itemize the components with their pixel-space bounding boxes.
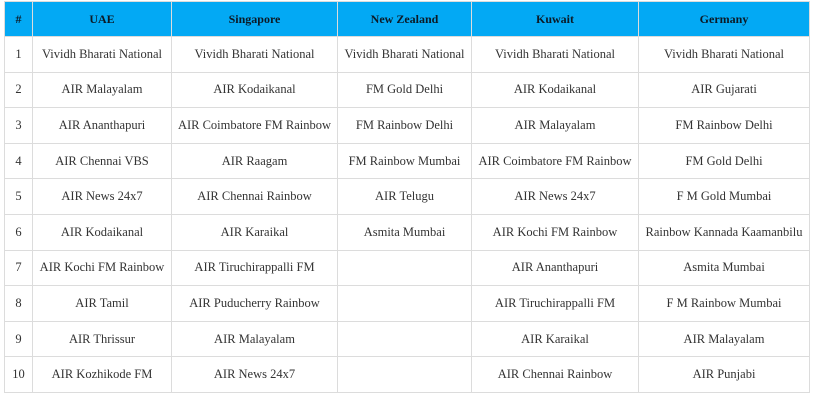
uae-cell: AIR Malayalam: [33, 72, 172, 108]
kuwait-cell: AIR Chennai Rainbow: [472, 357, 639, 393]
new-zealand-cell: [338, 357, 472, 393]
header-kuwait: Kuwait: [472, 2, 639, 37]
table-row: [5, 143, 810, 179]
row-index: 10: [5, 357, 33, 393]
new-zealand-cell: [338, 286, 472, 322]
new-zealand-cell: [338, 250, 472, 286]
table-body: [5, 37, 810, 393]
new-zealand-cell: Vividh Bharati National: [338, 37, 472, 73]
header-row: [5, 2, 810, 37]
singapore-cell: AIR Chennai Rainbow: [172, 179, 338, 215]
kuwait-cell: AIR Karaikal: [472, 321, 639, 357]
singapore-cell: AIR News 24x7: [172, 357, 338, 393]
germany-cell: FM Rainbow Delhi: [639, 108, 810, 144]
singapore-cell: AIR Tiruchirappalli FM: [172, 250, 338, 286]
uae-cell: AIR Kodaikanal: [33, 214, 172, 250]
table-row: [5, 250, 810, 286]
singapore-cell: AIR Karaikal: [172, 214, 338, 250]
kuwait-cell: AIR News 24x7: [472, 179, 639, 215]
germany-cell: F M Rainbow Mumbai: [639, 286, 810, 322]
uae-cell: AIR Kozhikode FM: [33, 357, 172, 393]
germany-cell: Vividh Bharati National: [639, 37, 810, 73]
new-zealand-cell: FM Gold Delhi: [338, 72, 472, 108]
uae-cell: AIR Kochi FM Rainbow: [33, 250, 172, 286]
row-index: 5: [5, 179, 33, 215]
table-row: [5, 286, 810, 322]
singapore-cell: Vividh Bharati National: [172, 37, 338, 73]
kuwait-cell: Vividh Bharati National: [472, 37, 639, 73]
row-index: 7: [5, 250, 33, 286]
header-uae: UAE: [33, 2, 172, 37]
singapore-cell: AIR Puducherry Rainbow: [172, 286, 338, 322]
uae-cell: AIR Chennai VBS: [33, 143, 172, 179]
new-zealand-cell: Asmita Mumbai: [338, 214, 472, 250]
germany-cell: F M Gold Mumbai: [639, 179, 810, 215]
header-singapore: Singapore: [172, 2, 338, 37]
radio-stations-table: [4, 1, 810, 393]
germany-cell: AIR Gujarati: [639, 72, 810, 108]
uae-cell: AIR Tamil: [33, 286, 172, 322]
germany-cell: AIR Malayalam: [639, 321, 810, 357]
row-index: 8: [5, 286, 33, 322]
new-zealand-cell: AIR Telugu: [338, 179, 472, 215]
germany-cell: AIR Punjabi: [639, 357, 810, 393]
kuwait-cell: AIR Ananthapuri: [472, 250, 639, 286]
kuwait-cell: AIR Malayalam: [472, 108, 639, 144]
uae-cell: AIR News 24x7: [33, 179, 172, 215]
singapore-cell: AIR Raagam: [172, 143, 338, 179]
table-row: [5, 108, 810, 144]
uae-cell: AIR Thrissur: [33, 321, 172, 357]
row-index: 9: [5, 321, 33, 357]
table-row: [5, 357, 810, 393]
new-zealand-cell: FM Rainbow Delhi: [338, 108, 472, 144]
kuwait-cell: AIR Kochi FM Rainbow: [472, 214, 639, 250]
table-row: [5, 321, 810, 357]
germany-cell: FM Gold Delhi: [639, 143, 810, 179]
table-row: [5, 37, 810, 73]
kuwait-cell: AIR Kodaikanal: [472, 72, 639, 108]
table-row: [5, 214, 810, 250]
kuwait-cell: AIR Tiruchirappalli FM: [472, 286, 639, 322]
header-index: #: [5, 2, 33, 37]
table-header: [5, 2, 810, 37]
header-new-zealand: New Zealand: [338, 2, 472, 37]
germany-cell: Asmita Mumbai: [639, 250, 810, 286]
uae-cell: AIR Ananthapuri: [33, 108, 172, 144]
row-index: 3: [5, 108, 33, 144]
row-index: 1: [5, 37, 33, 73]
header-germany: Germany: [639, 2, 810, 37]
singapore-cell: AIR Malayalam: [172, 321, 338, 357]
table-row: [5, 72, 810, 108]
new-zealand-cell: [338, 321, 472, 357]
row-index: 4: [5, 143, 33, 179]
singapore-cell: AIR Kodaikanal: [172, 72, 338, 108]
row-index: 6: [5, 214, 33, 250]
germany-cell: Rainbow Kannada Kaamanbilu: [639, 214, 810, 250]
row-index: 2: [5, 72, 33, 108]
kuwait-cell: AIR Coimbatore FM Rainbow: [472, 143, 639, 179]
singapore-cell: AIR Coimbatore FM Rainbow: [172, 108, 338, 144]
uae-cell: Vividh Bharati National: [33, 37, 172, 73]
new-zealand-cell: FM Rainbow Mumbai: [338, 143, 472, 179]
table-row: [5, 179, 810, 215]
